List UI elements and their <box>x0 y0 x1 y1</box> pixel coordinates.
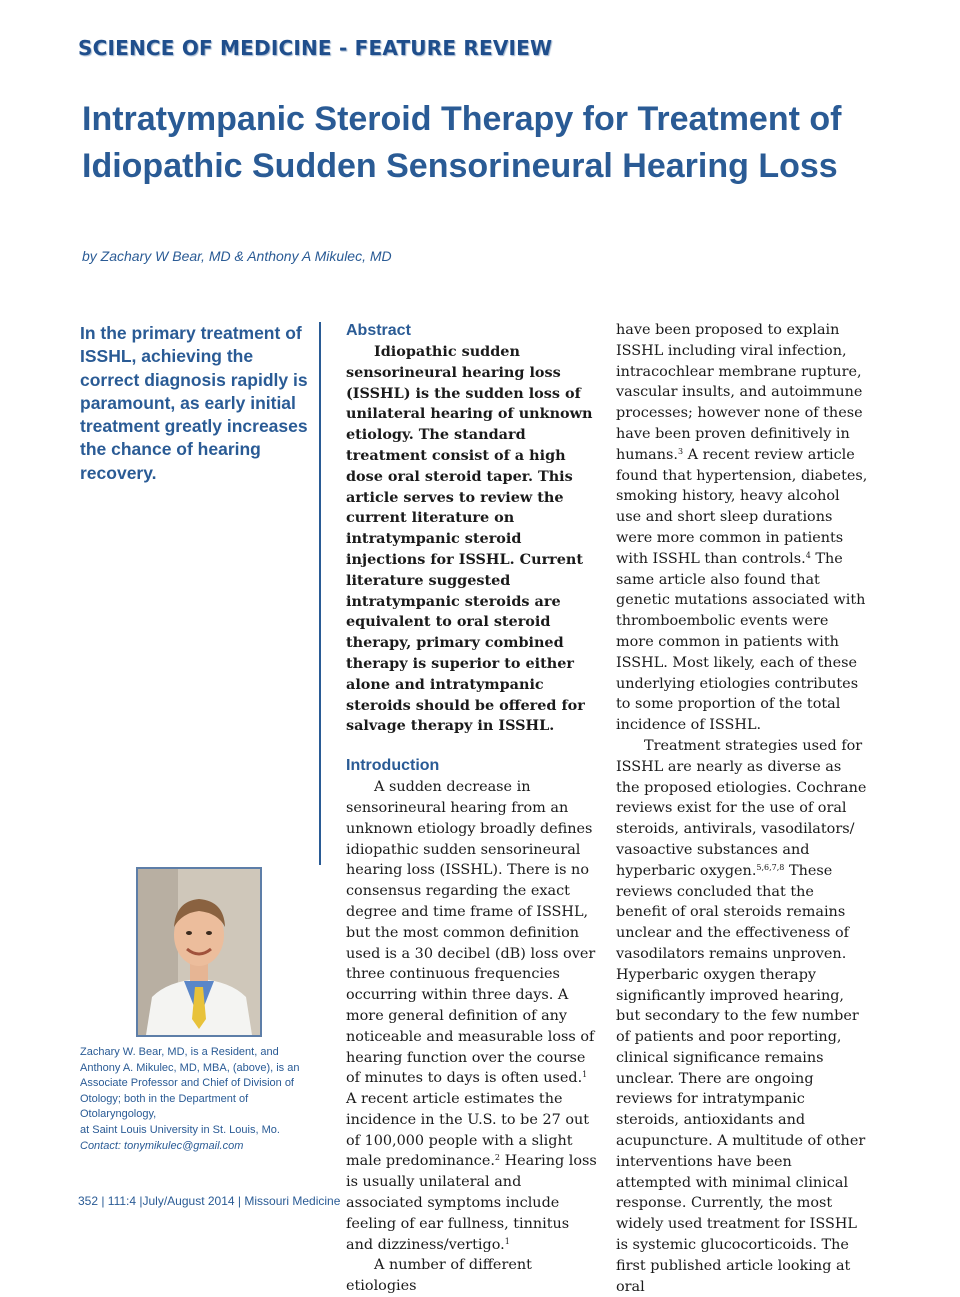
page-footer: 352 | 111:4 |July/August 2014 | Missouri Medicine <box>78 1194 341 1208</box>
intro-p3-text-b: These reviews concluded that the benefit of oral steroids remains unclear and the effectiveness of vasodilators remains unproven. Hyperbaric oxygen therapy significantly improved hearing, but secondary to the few number of patients and poor reporting, clinical significance remains unclear. There are ongoing reviews for intratympanic steroids, antioxidants and acupuncture. A multitude of other interventions have been attempted with minimal clinical response. Currently, the most widely used treatment for ISSHL is systemic glucocorticoids. The first published article looking at oral <box>616 862 866 1295</box>
article-title: Intratympanic Steroid Therapy for Treatment of Idiopathic Sudden Sensorineural Hearing Loss <box>82 100 842 185</box>
section-heading: SCIENCE OF MEDICINE - FEATURE REVIEW <box>78 36 553 60</box>
introduction-heading: Introduction <box>346 757 440 775</box>
intro-p1-text-a: A sudden decrease in sensorineural hearing from an unknown etiology broadly defines idiopathic sudden sensorineural hearing loss (ISSHL). There is no consensus regarding the exact degree and time frame of ISSHL, but the most common definition used is a 30 decibel (dB) loss over three continuous frequencies occurring within three days. A more general definition of any noticeable and measurable loss of hearing function over the course of minutes to days is often used. <box>346 779 596 1087</box>
caption-contact: Contact: tonymikulec@gmail.com <box>80 1139 244 1152</box>
intro-paragraph-2-continued <box>616 320 868 736</box>
intro-p3-text-a: Treatment strategies used for ISSHL are nearly as diverse as the proposed etiologies. Cochrane reviews exist for the use of oral steroids, antivirals, vasodilators/ vasoactive substances and hyperbaric oxygen. <box>616 737 867 879</box>
author-portrait-photo <box>136 867 262 1037</box>
caption-location: at Saint Louis University in St. Louis, Mo. <box>80 1123 280 1136</box>
portrait-illustration <box>138 869 260 1035</box>
intro-p1-text-b: A recent article estimates the incidence in the U.S. to be 27 out of 100,000 people with a slight male predominance. <box>346 1091 590 1170</box>
column-middle <box>346 320 598 1297</box>
pull-quote: In the primary treatment of ISSHL, achieving the correct diagnosis rapidly is paramount, as early initial treatment greatly increases the chance of hearing recovery. <box>80 323 308 483</box>
intro-paragraph-1 <box>346 777 598 1255</box>
caption-affiliation: Zachary W. Bear, MD, is a Resident, and Anthony A. Mikulec, MD, MBA, (above), is an Associate Professor and Chief of Division of Otology; both in the Department of Otolaryngology, <box>80 1046 300 1121</box>
intro-p2-text-c: The same article also found that genetic mutations associated with thromboembolic events were more common in patients with ISSHL. Most likely, each of these underlying etiologies contributes to some proportion of the total incidence of ISSHL. <box>616 550 866 734</box>
intro-paragraph-2-start: A number of different etiologies <box>346 1257 532 1295</box>
citation-ref: 1 <box>582 1070 588 1080</box>
intro-p1-text-c: Hearing loss is usually unilateral and associated symptoms include feeling of ear fullness, tinnitus and dizziness/vertigo. <box>346 1153 597 1253</box>
citation-ref: 1 <box>504 1236 510 1246</box>
citation-ref: 4 <box>805 550 811 560</box>
abstract-heading: Abstract <box>346 322 411 339</box>
abstract-text: Idiopathic sudden sensorineural hearing loss (ISSHL) is the sudden loss of unilateral hearing of unknown etiology. The standard treatment consist of a high dose oral steroid taper. This article serves to review the current literature on intratympanic steroid injections for ISSHL. Current literature suggested intratympanic steroids are equivalent to oral steroid therapy, primary combined therapy is superior to either alone and intratympanic steroids should be offered for salvage therapy in ISSHL. <box>346 343 593 735</box>
intro-paragraph-3 <box>616 736 868 1297</box>
column-divider <box>319 322 321 865</box>
citation-ref: 5,6,7,8 <box>756 862 785 872</box>
column-right <box>616 320 868 1297</box>
article-byline: by Zachary W Bear, MD & Anthony A Mikulec, MD <box>82 248 392 264</box>
citation-ref: 3 <box>678 446 684 456</box>
author-caption <box>80 1045 320 1154</box>
section-gap <box>346 737 598 755</box>
intro-p2-text-b: A recent review article found that hypertension, diabetes, smoking history, heavy alcohol use and short sleep durations were more common in patients with ISSHL than controls. <box>616 446 868 567</box>
intro-p2-text-a: have been proposed to explain ISSHL including viral infection, intracochlear membrane rupture, vascular insults, and autoimmune processes; however none of these have been proven definitively in humans. <box>616 322 863 463</box>
citation-ref: 2 <box>494 1153 501 1163</box>
